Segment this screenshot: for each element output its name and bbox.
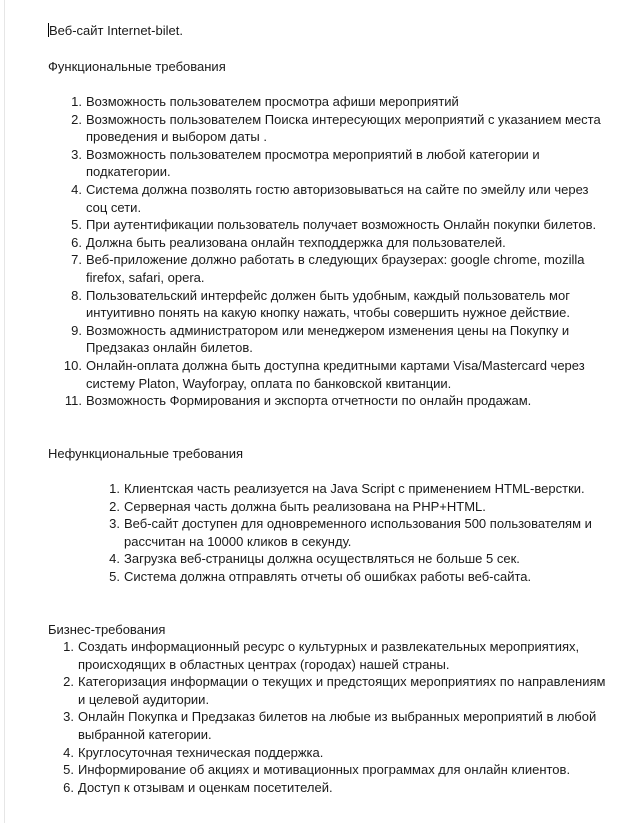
list-item-text: Клиентская часть реализуется на Java Script с применением HTML-верстки. [124, 481, 585, 496]
list-item-text: Система должна позволять гостю авторизовываться на сайте по эмейлу или через соц сети. [86, 181, 589, 215]
document-title-line[interactable] [48, 22, 183, 39]
document-title: Веб-сайт Internet-bilet. [49, 23, 183, 38]
list-item-text: Возможность пользователем просмотра афиши мероприятий [86, 94, 459, 109]
list-item-text: Информирование об акциях и мотивационных программах для онлайн клиентов. [78, 762, 571, 778]
list-item-number: 4. [109, 551, 120, 567]
list-item-number: 2. [109, 498, 120, 514]
list-item-text: Система должна отправлять отчеты об ошибках работы веб-сайта. [124, 568, 532, 584]
business-heading: Бизнес-требования [48, 622, 166, 637]
list-item-number: 4. [63, 744, 74, 760]
list-item [71, 322, 612, 357]
list-item-number: 1. [63, 639, 74, 654]
list-item [63, 779, 608, 797]
list-item [71, 93, 612, 111]
list-item [109, 480, 594, 498]
list-item-text: Доступ к отзывам и оценкам посетителей. [78, 779, 333, 795]
list-item-number: 4. [71, 181, 82, 197]
list-item [63, 708, 608, 743]
list-item-number: 5. [109, 568, 120, 584]
list-item-number: 10. [63, 357, 82, 373]
list-item-text: При аутентификации пользователь получает возможность Онлайн покупки билетов. [86, 217, 597, 233]
list-item [63, 673, 608, 708]
list-item-text: Категоризация информации о текущих и предстоящих мероприятиях по направлениям и целевой аудитории. [78, 674, 606, 707]
list-item [109, 515, 594, 550]
list-item-number: 2. [71, 111, 82, 127]
page-margin-line [4, 0, 5, 823]
list-item-text: Пользовательский интерфейс должен быть удобным, каждый пользователь мог интуитивно понять на какую кнопку нажать, чтобы совершить нужное действие. [86, 287, 570, 321]
list-item [71, 251, 612, 286]
nonfunctional-requirements-list [109, 480, 594, 586]
business-requirements-list [63, 638, 608, 796]
list-item [63, 638, 608, 673]
list-item-number: 3. [63, 709, 74, 725]
list-item [63, 357, 612, 392]
list-item-text: Веб-приложение должно работать в следующих браузерах: google chrome, mozilla firefox, safari, opera. [86, 252, 585, 285]
list-item-number: 9. [71, 322, 82, 338]
list-item-number: 5. [63, 762, 74, 778]
list-item [71, 181, 612, 216]
list-item-number: 1. [71, 94, 82, 109]
list-item-text: Серверная часть должна быть реализована на PHP+HTML. [124, 498, 486, 514]
list-item [109, 498, 594, 516]
nonfunctional-heading: Нефункциональные требования [48, 446, 244, 461]
list-item [71, 146, 612, 181]
list-item-text: Круглосуточная техническая поддержка. [78, 744, 324, 760]
list-item-text: Онлайн Покупка и Предзаказ билетов на любые из выбранных мероприятий в любой выбранной категории. [78, 709, 597, 742]
list-item [71, 111, 612, 146]
list-item-text: Возможность пользователем просмотра мероприятий в любой категории и подкатегории. [86, 146, 540, 180]
list-item-number: 8. [71, 287, 82, 303]
list-item [71, 287, 612, 322]
list-item-number: 6. [63, 779, 74, 795]
list-item [71, 234, 612, 252]
list-item-text: Загрузка веб-страницы должна осуществляться не больше 5 сек. [124, 551, 520, 567]
list-item-text: Должна быть реализована онлайн техподдержка для пользователей. [86, 234, 506, 250]
list-item-number: 3. [71, 146, 82, 162]
list-item-text: Возможность Формирования и экспорта отчетности по онлайн продажам. [86, 393, 532, 409]
list-item-text: Создать информационный ресурс о культурных и развлекательных мероприятиях, происходящих в областных центрах (городах) нашей страны. [78, 639, 580, 672]
list-item-number: 1. [109, 481, 120, 496]
list-item-number: 11. [64, 393, 82, 409]
list-item-text: Возможность пользователем Поиска интересующих мероприятий с указанием места проведения и выбором даты . [86, 111, 601, 145]
list-item-number: 6. [71, 234, 82, 250]
list-item-text: Возможность администратором или менеджером изменения цены на Покупку и Предзаказ онлайн билетов. [86, 322, 570, 356]
list-item [71, 216, 612, 234]
list-item-number: 5. [71, 217, 82, 233]
list-item-text: Веб-сайт доступен для одновременного использования 500 пользователям и рассчитан на 10000 кликов в секунду. [124, 516, 592, 549]
list-item [63, 761, 608, 779]
list-item [63, 744, 608, 762]
list-item-number: 3. [109, 516, 120, 532]
list-item-number: 2. [63, 674, 74, 690]
list-item [109, 568, 594, 586]
list-item [64, 392, 612, 410]
list-item [109, 550, 594, 568]
list-item-text: Онлайн-оплата должна быть доступна кредитными картами Visa/Mastercard через систему Platon, Wayforpay, оплата по банковской квитанции. [86, 357, 585, 391]
functional-heading: Функциональные требования [48, 59, 226, 74]
list-item-number: 7. [71, 252, 82, 268]
functional-requirements-list [63, 93, 612, 410]
